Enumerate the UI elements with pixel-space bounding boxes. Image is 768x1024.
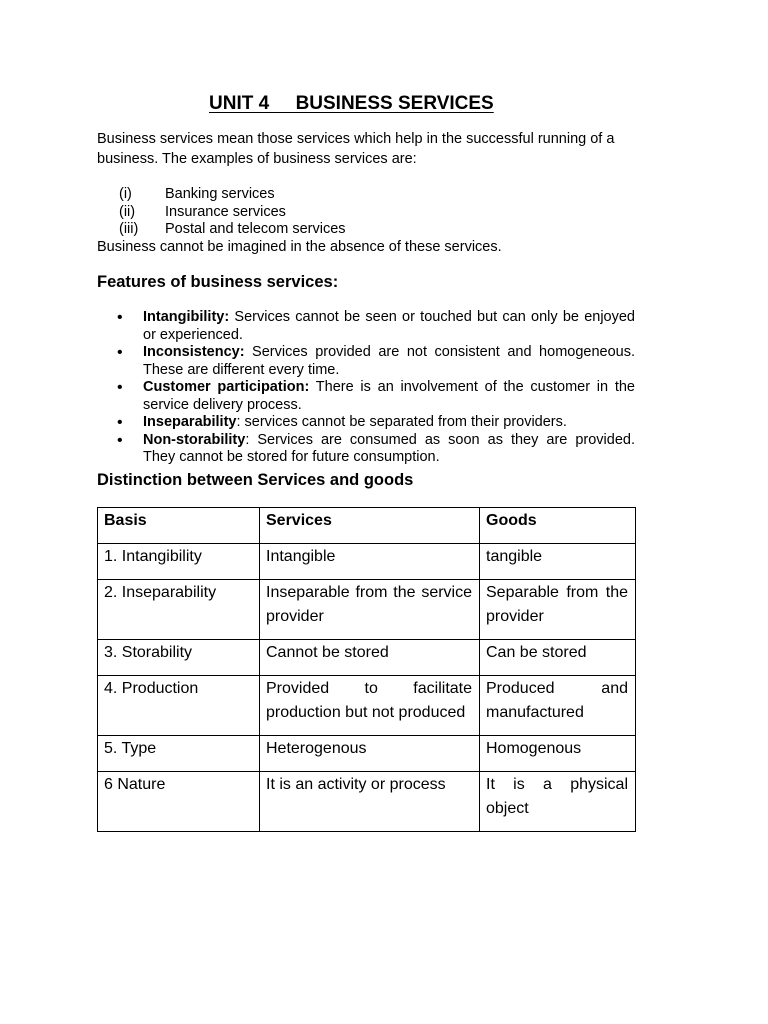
cell-services: Cannot be stored [260, 640, 480, 676]
feature-text: : services cannot be separated from their providers. [236, 414, 567, 430]
cell-goods: Separable from the provider [480, 580, 636, 640]
table-row [98, 580, 636, 640]
list-item [119, 186, 346, 204]
closing-sentence: Business cannot be imagined in the absence of these services. [97, 239, 502, 255]
cell-goods: tangible [480, 544, 636, 580]
table-heading: Distinction between Services and goods [97, 471, 414, 489]
features-list [97, 309, 635, 467]
list-number: (i) [119, 186, 132, 202]
feature-term: Intangibility: [143, 309, 230, 325]
feature-item [97, 414, 635, 432]
list-number: (ii) [119, 203, 136, 220]
bullet-icon: • [117, 344, 123, 361]
feature-term: Inseparability [143, 414, 237, 430]
feature-term: Customer participation: [143, 379, 310, 395]
cell-services: It is an activity or process [260, 772, 480, 832]
features-heading: Features of business services: [97, 273, 339, 291]
table-header-row [98, 508, 636, 544]
cell-goods: It is a physical object [480, 772, 636, 832]
feature-term: Inconsistency: [143, 344, 245, 360]
page-title: UNIT 4 BUSINESS SERVICES [209, 93, 494, 114]
bullet-icon: • [117, 379, 123, 396]
table-row [98, 676, 636, 736]
header-services: Services [260, 508, 480, 544]
table-row [98, 544, 636, 580]
cell-basis: 4. Production [98, 676, 260, 736]
distinction-table [97, 507, 636, 832]
feature-text: : Services are consumed as soon as they are provided. They cannot be stored for future consumption. [143, 431, 635, 465]
cell-goods: Can be stored [480, 640, 636, 676]
bullet-icon: • [117, 309, 123, 326]
list-text: Postal and telecom services [165, 221, 346, 237]
table-row [98, 736, 636, 772]
cell-goods: Homogenous [480, 736, 636, 772]
cell-basis: 5. Type [98, 736, 260, 772]
feature-item [97, 309, 635, 344]
cell-goods: Produced and manufactured [480, 676, 636, 736]
cell-basis: 6 Nature [98, 772, 260, 832]
feature-text: Services provided are not consistent and homogeneous. These are different every time. [143, 344, 635, 378]
feature-text: Services cannot be seen or touched but can only be enjoyed or experienced. [143, 309, 635, 343]
header-goods: Goods [480, 508, 636, 544]
list-item [119, 221, 346, 239]
feature-item [97, 344, 635, 379]
cell-services: Inseparable from the service provider [260, 580, 480, 640]
feature-item [97, 432, 635, 467]
list-number: (iii) [119, 221, 139, 237]
examples-list [119, 186, 346, 239]
cell-basis: 2. Inseparability [98, 580, 260, 640]
cell-basis: 1. Intangibility [98, 544, 260, 580]
feature-item [97, 379, 635, 414]
cell-basis: 3. Storability [98, 640, 260, 676]
cell-services: Provided to facilitate production but not produced [260, 676, 480, 736]
list-text: Insurance services [165, 203, 286, 220]
cell-services: Heterogenous [260, 736, 480, 772]
header-basis: Basis [98, 508, 260, 544]
feature-term: Non-storability [143, 431, 246, 448]
list-text: Banking services [165, 186, 275, 202]
table-row [98, 772, 636, 832]
intro-paragraph: Business services mean those services which help in the successful running of a business. The examples of business services are: [97, 131, 615, 167]
feature-text: There is an involvement of the customer in the service delivery process. [143, 379, 635, 413]
bullet-icon: • [117, 431, 123, 449]
table-row [98, 640, 636, 676]
cell-services: Intangible [260, 544, 480, 580]
list-item [119, 204, 346, 222]
bullet-icon: • [117, 414, 123, 431]
